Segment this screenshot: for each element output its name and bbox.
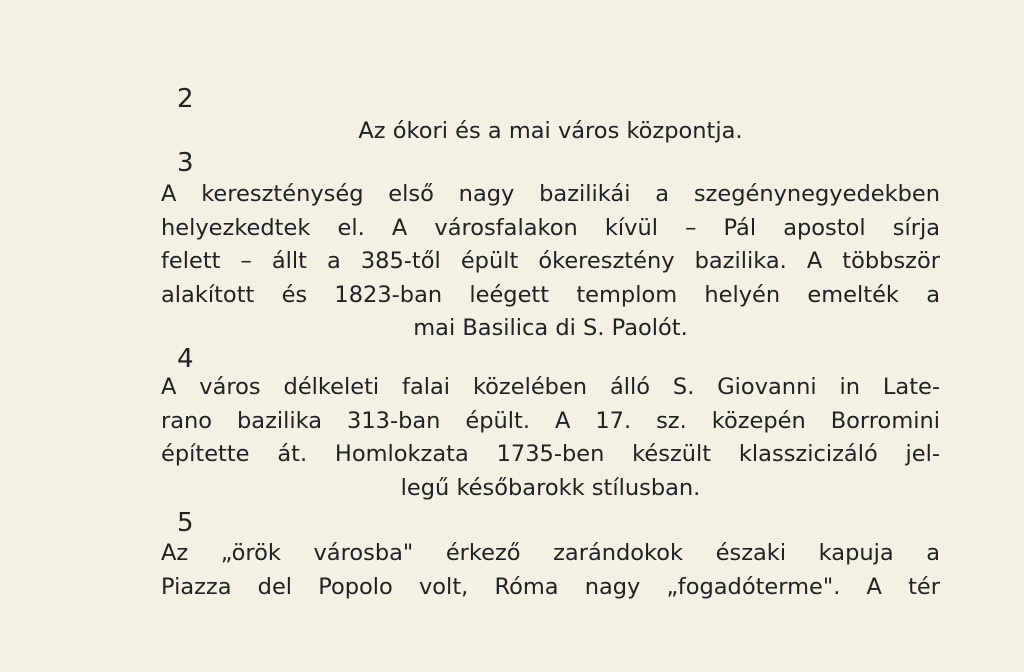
section-number-2: 2 <box>177 84 194 114</box>
section-number-4: 4 <box>177 344 194 374</box>
text-line: rano bazilika 313-ban épült. A 17. sz. közepén Borromini <box>161 407 940 434</box>
text-line: Az „örök városba" érkező zarándokok északi kapuja a <box>161 540 940 566</box>
text-line: alakított és 1823-ban leégett templom helyén emelték a <box>161 281 940 308</box>
section-number-5: 5 <box>177 508 194 538</box>
section-5-text <box>161 537 940 604</box>
text-line: A város délkeleti falai közelében álló S. Giovanni in Late- <box>161 374 940 400</box>
section-2-text <box>161 115 940 149</box>
text-line: felett – állt a 385-től épült ókeresztény bazilika. A többször <box>161 248 940 274</box>
text-line: Az ókori és a mai város központja. <box>358 118 743 144</box>
text-line: legű későbarokk stílusban. <box>400 474 701 501</box>
text-line: Piazza del Popolo volt, Róma nagy „fogadóterme". A tér <box>161 573 940 600</box>
section-3-text <box>161 178 940 346</box>
text-line: A kereszténység első nagy bazilikái a szegénynegyedekben <box>161 181 940 207</box>
text-line: építette át. Homlokzata 1735-ben készült klasszicizáló jel- <box>161 441 940 467</box>
section-number-3: 3 <box>177 148 194 178</box>
text-line: mai Basilica di S. Paolót. <box>413 315 688 341</box>
text-line: helyezkedtek el. A városfalakon kívül – Pál apostol sírja <box>161 214 940 241</box>
section-4-text <box>161 371 940 505</box>
